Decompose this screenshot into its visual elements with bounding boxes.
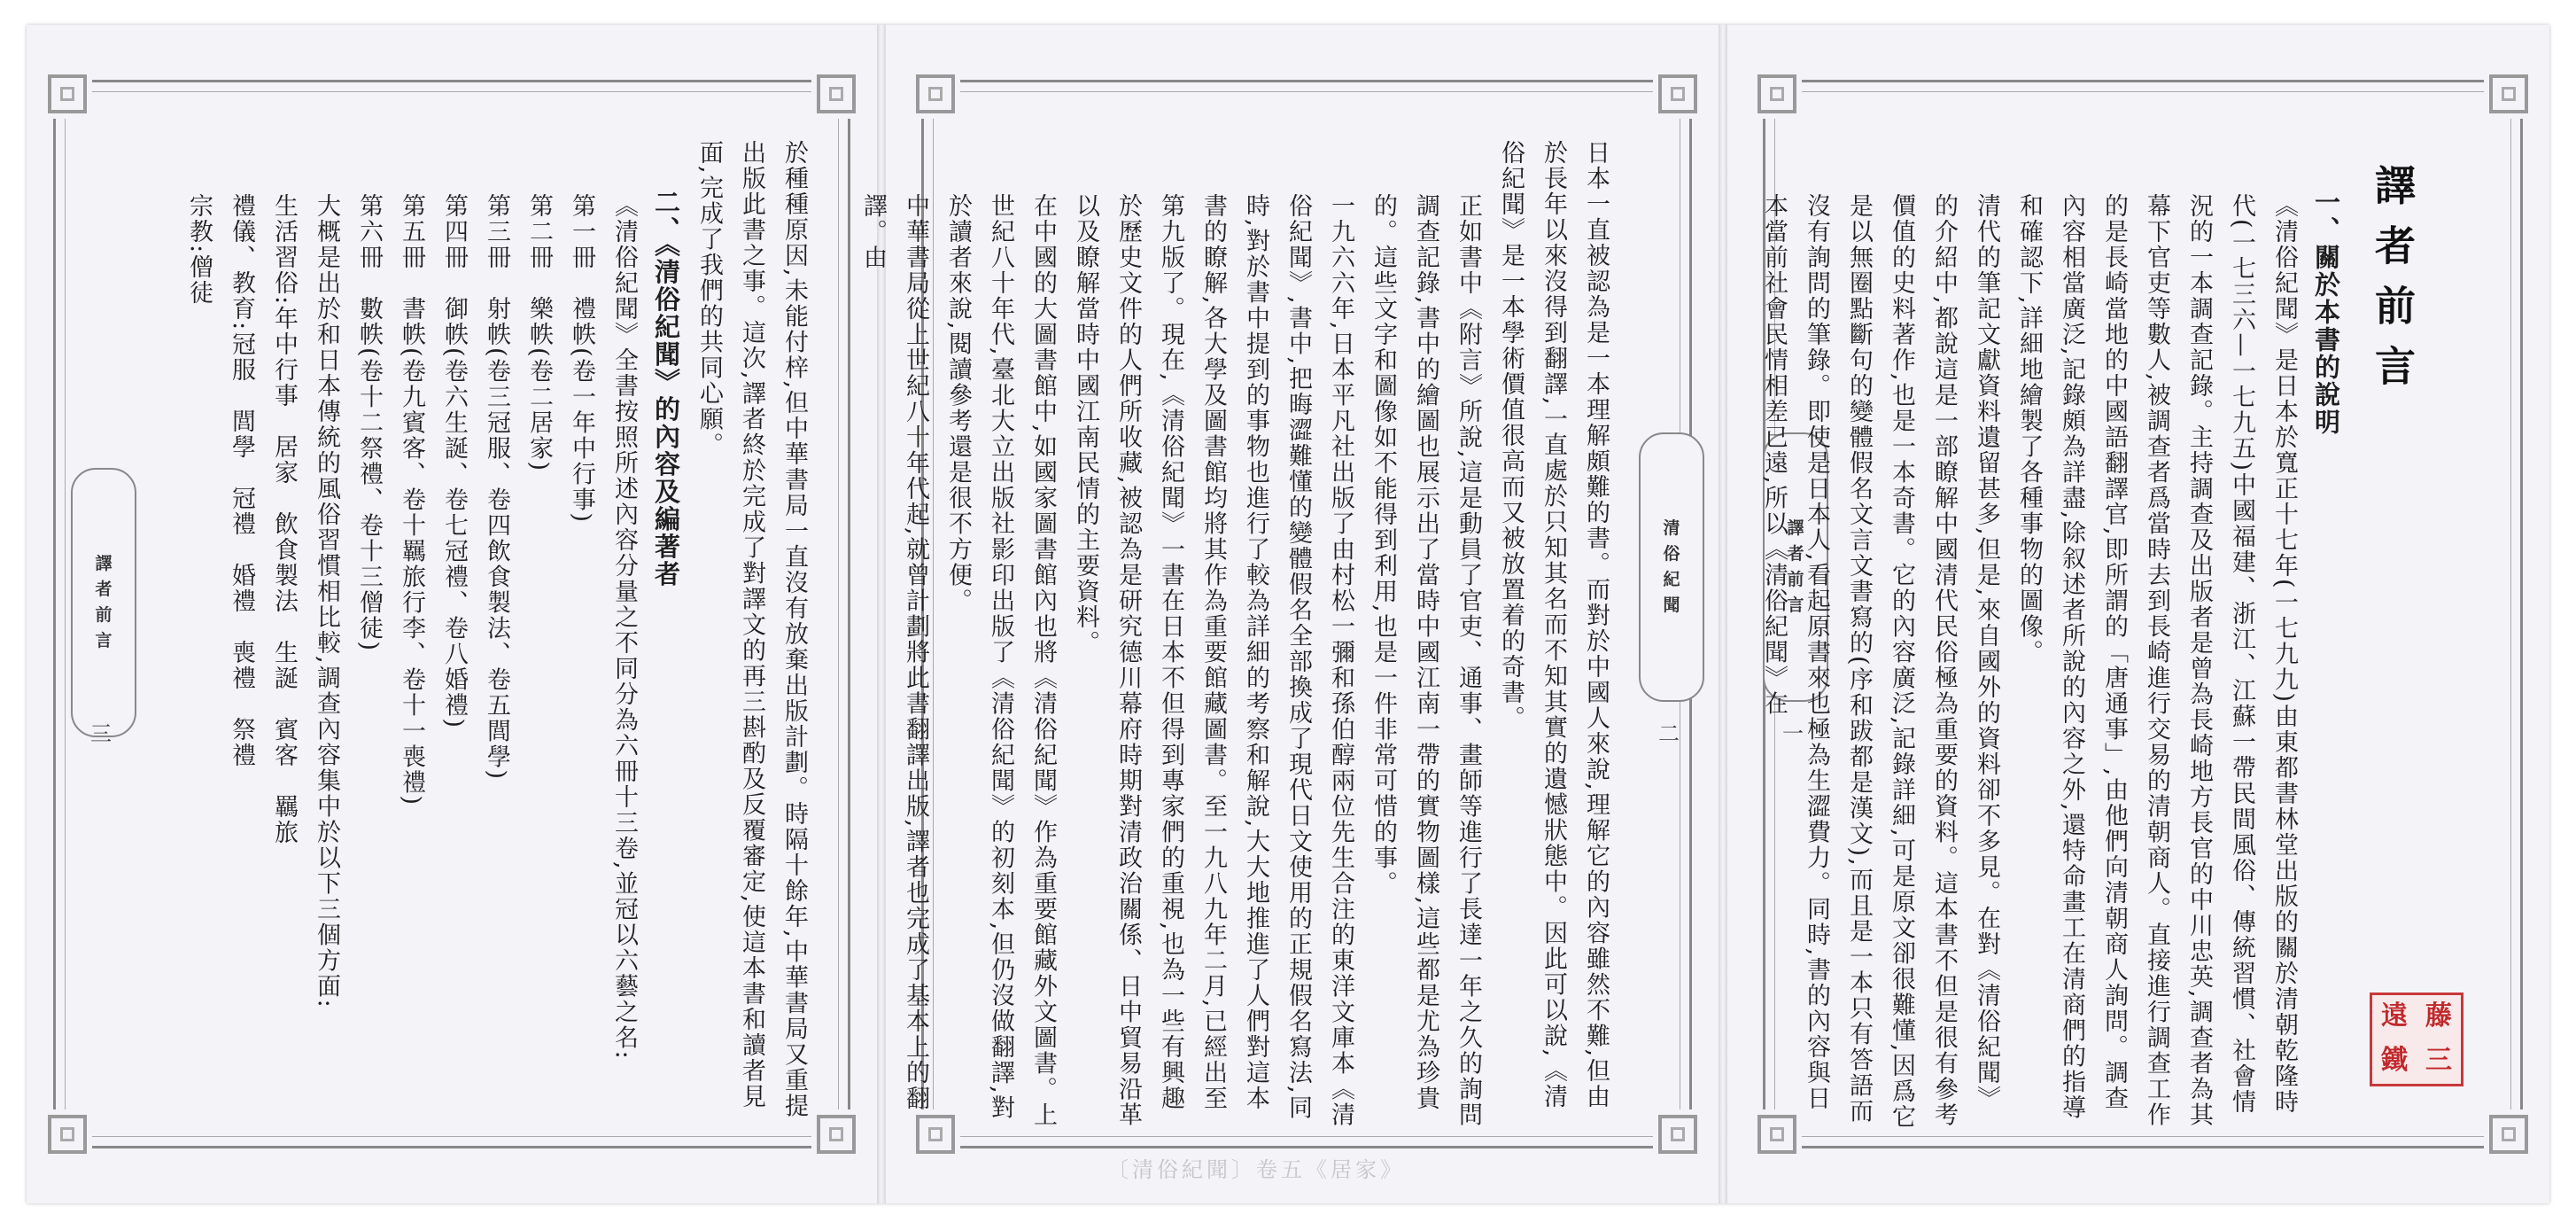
paragraph: 正如書中《附言》所說,這是動員了官吏、通事、畫師等進行了長達一年之久的詢問調查記錄,書中的繪圖也展示出了當時中國江南一帶的實物圖樣,這些都是尤為珍貴的。這些文字和圖像如不能得到利用,也是一件非常可惜的事。 (1369, 193, 1482, 1128)
category-item: 生活習俗:年中行事 居家 飲食製法 生誕 賓客 羈旅 (270, 193, 298, 846)
page-three (27, 25, 877, 1203)
page-number: 三 (90, 721, 112, 746)
corner-ornament-icon (811, 69, 861, 119)
volume-item: 第六冊 數帙(卷十二祭禮、卷十三僧徒) (355, 193, 383, 653)
corner-ornament-icon (2484, 69, 2533, 119)
tab-char: 者 (95, 580, 113, 599)
corner-ornament-icon (1752, 69, 1802, 119)
side-tab-label (71, 468, 136, 737)
tab-char: 俗 (1663, 544, 1680, 564)
tab-char: 清 (1663, 518, 1680, 538)
bleed-through-footer: 〔清俗紀聞〕卷五《居家》 (1107, 1157, 1405, 1182)
seal-char: 鐵 (2381, 1045, 2408, 1076)
paragraph: 大概是出於和日本傳統的風俗習慣相比較,調查內容集中於以下三個方面: (313, 193, 340, 1009)
tab-char: 者 (1787, 544, 1804, 564)
section-heading: 一、關於本書的說明 (2311, 189, 2341, 436)
left-page-text (177, 140, 815, 1133)
paragraph: 一九六六年,日本平凡社出版了由村松一彌和孫伯醇兩位先生合注的東洋文庫本《清俗紀聞》,書中,把晦澀難懂的變體假名全部換成了現代日文使用的正規假名寫法,同時,對於書中提到的事物也進行了較為詳細的考察和解說,大大地推進了人們對這本書的瞭解,各大學及圖書館均將其作為重要館藏圖書。至一九八九年二月,已經出至第九版了。現在,《清俗紀聞》一書在日本不但得到專家們的重視,也為一些有興趣於歷史文件的人們所收藏,被認為是研究德川幕府時期對清政治關係、日中貿易沿革以及瞭解當時中國江南民情的主要資料。 (1072, 193, 1354, 1128)
volume-item: 第一冊 禮帙(卷一年中行事) (568, 193, 595, 525)
tab-char: 聞 (1663, 596, 1680, 615)
tab-char: 譯 (95, 554, 113, 573)
corner-ornament-icon (2484, 1109, 2533, 1159)
section-heading: 二、《清俗紀聞》的內容及編著者 (651, 189, 681, 588)
paragraph: 《清俗紀聞》是日本於寬正十七年(一七九九)由東都書林堂出版的關於清朝乾隆時代(一七三六—一七九五)中國福建、浙江、江蘇一帶民間風俗、傳統習慣、社會情況的一本調查記錄。主持調查及出版者是曾為長崎地方長官的中川忠英,調查者為其幕下官吏等數人,被調查者爲當時去到長崎進行交易的清朝商人。直接進行調查工作的是長崎當地的中國語翻譯官,即所謂的「唐通事」,由他們向清朝商人詢問。調查內容相當廣泛,記錄頗為詳盡,除叙述者所說的內容之外,還特命畫工在清商們的指導和確認下,詳細地繪製了各種事物的圖像。 (2015, 193, 2298, 1128)
corner-ornament-icon (911, 69, 960, 119)
tab-char: 前 (95, 605, 113, 625)
category-item: 禮儀、教育:冠服 閭學 冠禮 婚禮 喪禮 祭禮 (228, 193, 255, 769)
right-page-text (1760, 140, 2347, 1133)
corner-ornament-icon (43, 69, 92, 119)
tab-char: 譯 (1787, 518, 1804, 538)
volume-item: 第三冊 射帙(卷三冠服、卷四飲食製法、卷五閭學) (483, 193, 510, 782)
seal-stamp (2370, 993, 2463, 1086)
seal-char: 三 (2425, 1045, 2452, 1076)
tab-char: 前 (1787, 570, 1804, 589)
category-item: 宗教:僧徒 (185, 193, 213, 307)
tab-char: 言 (1787, 596, 1804, 615)
paragraph: 中華書局從上世紀八十年代起,就曾計劃將此書翻譯出版,譯者也完成了基本上的翻譯。由 (859, 193, 929, 1112)
seal-char: 遠 (2381, 1000, 2408, 1031)
paragraph: 日本一直被認為是一本理解頗難的書。而對於中國人來說,理解它的內容雖然不難,但由於長年以來沒得到翻譯,一直處於只知其名而不知其實的遺憾狀態中。因此可以說,《清俗紀聞》是一本學術價值很高而又被放置着的奇書。 (1497, 140, 1610, 1110)
seal-char: 藤 (2425, 1000, 2452, 1031)
page-title: 譯者前言 (2369, 164, 2417, 405)
page-two (859, 25, 1719, 1203)
page-number: 一 (1782, 721, 1804, 746)
paragraph: 清代的筆記文獻資料遺留甚多,但是,來自國外的資料卻不多見。在對《清俗紀聞》的介紹中,都說這是一部瞭解中國清代民俗極為重要的資料。這本書不但是很有參考價值的史料著作,也是一本奇書。它的內容廣泛,記錄詳細,可是原文卻很難懂,因爲它是以無圈點斷句的變體假名文言文書寫的(序和跋都是漢文),而且是一本只有答語而沒有詢問的筆錄。即使是日本人,看起原書來也極為生澀費力。同時,書的內容與日本當前社會民情相差已遠,所以《清俗紀聞》在 (1760, 193, 2000, 1131)
volume-item: 第五冊 書帙(卷九賓客、卷十羈旅行李、卷十一喪禮) (398, 193, 425, 807)
middle-page-text (859, 140, 1617, 1133)
book-gutter (1719, 25, 1727, 1203)
tab-char: 言 (95, 631, 113, 650)
corner-ornament-icon (43, 1109, 92, 1159)
paragraph: 在中國的大圖書館中,如國家圖書館內也將《清俗紀聞》作為重要館藏外文圖書。上世紀八十年代,臺北大立出版社影印出版了《清俗紀聞》的初刻本,但仍沒做翻譯,對於讀者來說,閱讀參考還是很不方便。 (944, 193, 1057, 1128)
volume-item: 第四冊 御帙(卷六生誕、卷七冠禮、卷八婚禮) (440, 193, 468, 730)
tab-char: 紀 (1663, 570, 1680, 589)
corner-ornament-icon (1653, 1109, 1703, 1159)
side-tab-label (1639, 432, 1704, 702)
paragraph: 《清俗紀聞》全書按照所述內容分量之不同分為六冊十三卷,並冠以六藝之名: (610, 193, 638, 1061)
corner-ornament-icon (1653, 69, 1703, 119)
paragraph: 於種種原因,未能付梓,但中華書局一直沒有放棄出版計劃。時隔十餘年,中華書局又重提出版此書之事。這次,譯者終於完成了對譯文的再三斟酌及反覆審定,使這本書和讀者見面,完成了我們的共同心願。 (695, 140, 808, 1119)
volume-item: 第二冊 樂帙(卷二居家) (525, 193, 553, 473)
page-number: 二 (1658, 721, 1680, 746)
